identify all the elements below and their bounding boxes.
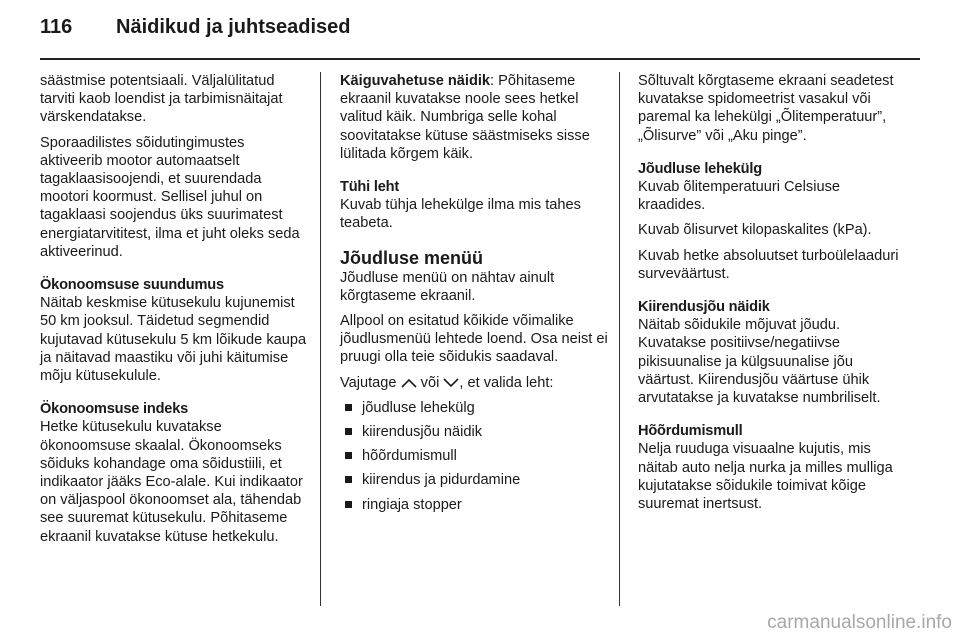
paragraph: Kuvab tühja lehekülge ilma mis tahes teabeta. [340,197,581,232]
list-item [340,471,608,489]
list-item [340,423,608,441]
section-friction-bubble [638,422,906,513]
paragraph: Sõltuvalt kõrgtaseme ekraani seadetest kuvatakse spidomeetrist vasakul või paremal ka lehekülgi „Õlitemperatuur”, „Õlisurve” või „Aku pinge”. [638,73,894,144]
section-heading: Jõudluse lehekülg [638,160,762,177]
section-heading: Ökonoomsuse indeks [40,401,189,418]
list-item [340,447,608,465]
paragraph: Kuvab hetke absoluutset turboülelaaduri surveväärtust. [638,247,899,282]
header-rule [40,58,920,60]
section-economy-index [40,400,308,546]
paragraph [340,374,608,392]
column-divider-1 [320,72,321,606]
section-empty-page [340,178,608,233]
chevron-up-icon [401,378,417,388]
watermark: carmanualsonline.info [767,612,952,633]
list-item-text: hõõrdumismull [362,448,457,465]
section-heading: Kiirendusjõu näidik [638,299,770,316]
section-performance-page [638,160,906,283]
menu-heading: Jõudluse menüü [340,247,484,268]
paragraph: Sporaadilistes sõidutingimustes aktiveerib mootor automaatselt tagaklaasisoojendi, et suurendada mootori koormust. Sellisel juhul on tagaklaasi soojendus üks suurimatest energiatarvititest, ilma et juht oleks seda aktiveerinud. [40,134,300,260]
chevron-down-icon [443,378,459,388]
column-1 [40,72,308,553]
list-item-text: kiirendus ja pidurdamine [362,472,521,489]
paragraph [340,72,608,163]
bullet-square-icon [345,476,352,483]
paragraph: Allpool on esitatud kõikide võimalike jõudlusmenüü lehtede loend. Osa neist ei pruugi olla teie sõidukis saadaval. [340,313,608,366]
paragraph: Kuvab õlitemperatuuri Celsiuse kraadides. [638,179,840,214]
list-item [340,496,608,514]
paragraph: Näitab sõidukile mõjuvat jõudu. Kuvatakse positiivse/negatiivse pikisuunalise ja külgsuunalise jõu väärtust. Kiirendusjõu väärtuse ühik arvutatakse ja kuvatakse numbriliselt. [638,317,881,407]
chapter-title: Näidikud ja juhtseadised [116,16,351,38]
bullet-list [340,399,608,514]
bullet-square-icon [345,428,352,435]
inline-text: , et valida leht: [459,374,554,391]
bullet-square-icon [345,452,352,459]
section-heading: Tühi leht [340,179,399,196]
list-item-text: jõudluse lehekülg [362,399,475,416]
paragraph: säästmise potentsiaali. Väljalülitatud tarviti kaob loendist ja tarbimisnäitajat värskendatakse. [40,73,283,126]
section-g-force-indicator [638,298,906,407]
list-item-text: ringiaja stopper [362,496,462,513]
paragraph: Kuvab õlisurvet kilopaskalites (kPa). [638,222,872,239]
column-2 [340,72,608,520]
section-economy-trend [40,276,308,385]
inline-text: Vajutage [340,374,397,391]
column-divider-2 [619,72,620,606]
bullet-square-icon [345,404,352,411]
bullet-square-icon [345,501,352,508]
inline-text: või [420,374,440,391]
list-item [340,399,608,417]
paragraph: Hetke kütusekulu kuvatakse ökonoomsuse skaalal. Ökonoomseks sõiduks kohandage oma sõidustiili, et indikaator jääks Eco-alale. Kui indikaator on väljaspool ökonoomset ala, tähendab see suuremat kütusekulu. Põhitaseme ekraanil kuvatakse kütuse hetkekulu. [40,419,303,545]
paragraph: Nelja ruuduga visuaalne kujutis, mis näitab auto nelja nurka ja milles mulliga kujutatakse sõidukile toimivat kõige suuremat inertsust. [638,441,893,513]
paragraph: Jõudluse menüü on nähtav ainult kõrgtaseme ekraanil. [340,269,555,304]
section-heading: Ökonoomsuse suundumus [40,277,224,294]
column-3 [638,72,906,520]
section-heading: Hõõrdumismull [638,423,743,440]
list-item-text: kiirendusjõu näidik [362,424,483,441]
paragraph: Näitab keskmise kütusekulu kujunemist 50 km jooksul. Täidetud segmendid kujutavad kütusekulu 5 km lõikude kaupa ja näitavad maastiku või juhi käitumise mõju kütusekulule. [40,295,307,385]
inline-heading: Käiguvahetuse näidik [340,73,491,89]
inline-text: : Põhitaseme ekraanil kuvatakse noole sees hetkel valitud käik. Numbriga selle kohal soovitatakse kütuse säästmiseks sisse lülitada kõrgem käik. [340,73,590,162]
page-header [40,16,920,52]
page-number: 116 [40,16,73,38]
